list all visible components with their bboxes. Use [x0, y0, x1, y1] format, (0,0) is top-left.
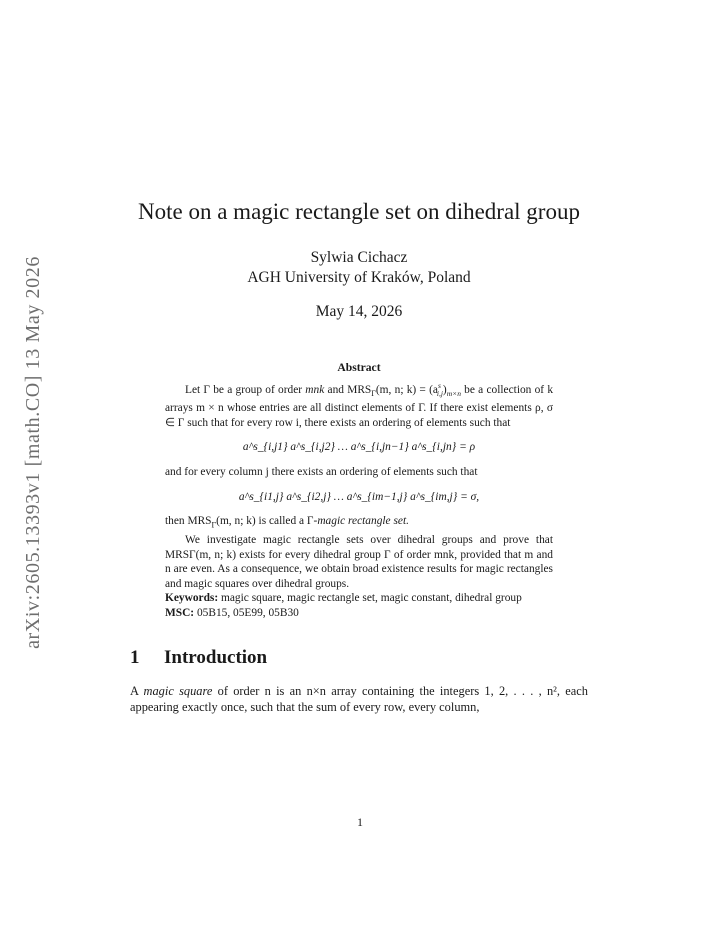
arxiv-identifier: arXiv:2605.13393v1 [math.CO] 13 May 2026 [21, 255, 44, 649]
abstract-definition-line: then $MRS_\Gamma(m$, n; k) is called a Γ-magic rectangle set. [165, 515, 409, 530]
abstract-column-text: and for every column j there exists an ordering of elements such that [165, 466, 478, 479]
msc-codes: 05B15, 05E99, 05B30 [196, 607, 299, 620]
abstract [165, 361, 553, 621]
abstract-heading: Abstract [337, 361, 381, 374]
author-affiliation: AGH University of Kraków, Poland [247, 269, 471, 286]
introduction-paragraph: A magic square of order n is an n×n array containing the integers 1, 2, . . . , n², each appearing exactly once, such that the sum of every row, every column, [130, 683, 588, 715]
arxiv-side-stamp [14, 242, 52, 662]
paper-page [130, 198, 588, 715]
page-number: 1 [357, 815, 363, 829]
section-title: Introduction [164, 646, 268, 668]
column-product-equation: a^s_{i1,j} a^s_{i2,j} … a^s_{im−1,j} a^s_{im,j} = σ, [238, 490, 480, 503]
paper-title: Note on a magic rectangle set on dihedral group [138, 199, 580, 224]
keywords-line [165, 591, 553, 606]
author-name: Sylwia Cichacz [310, 249, 408, 266]
keywords-text: magic square, magic rectangle set, magic constant, dihedral group [221, 592, 522, 605]
author-block [130, 248, 588, 288]
msc-line [165, 606, 553, 621]
row-product-equation: a^s_{i,j1} a^s_{i,j2} … a^s_{i,jn−1} a^s_{i,jn} = ρ [242, 441, 476, 454]
abstract-paragraph-1: Let Γ be a group of order mnk and $MRS_\Gamma(m$, n; $k) = (a^s_{i,j})_{m\times n}$ be a collection of k arrays m × n whose entries are all distinct elements of Γ. If there exist elements ρ, σ ∈ Γ such that for every row i, there exists an ordering of elements such that [165, 380, 554, 429]
abstract-paragraph-2: We investigate magic rectangle sets over dihedral groups and prove that MRSΓ(m, n; k) exists for every dihedral group Γ of order mnk, provided that m and n are even. As a consequence, we obtain broad existence results for magic rectangles and magic squares over dihedral groups. [165, 534, 553, 590]
msc-label: MSC: [165, 607, 195, 620]
paper-date: May 14, 2026 [315, 303, 403, 320]
keywords-label: Keywords: [165, 592, 219, 605]
section-number: 1 [130, 646, 140, 668]
section-heading-introduction [130, 647, 588, 669]
